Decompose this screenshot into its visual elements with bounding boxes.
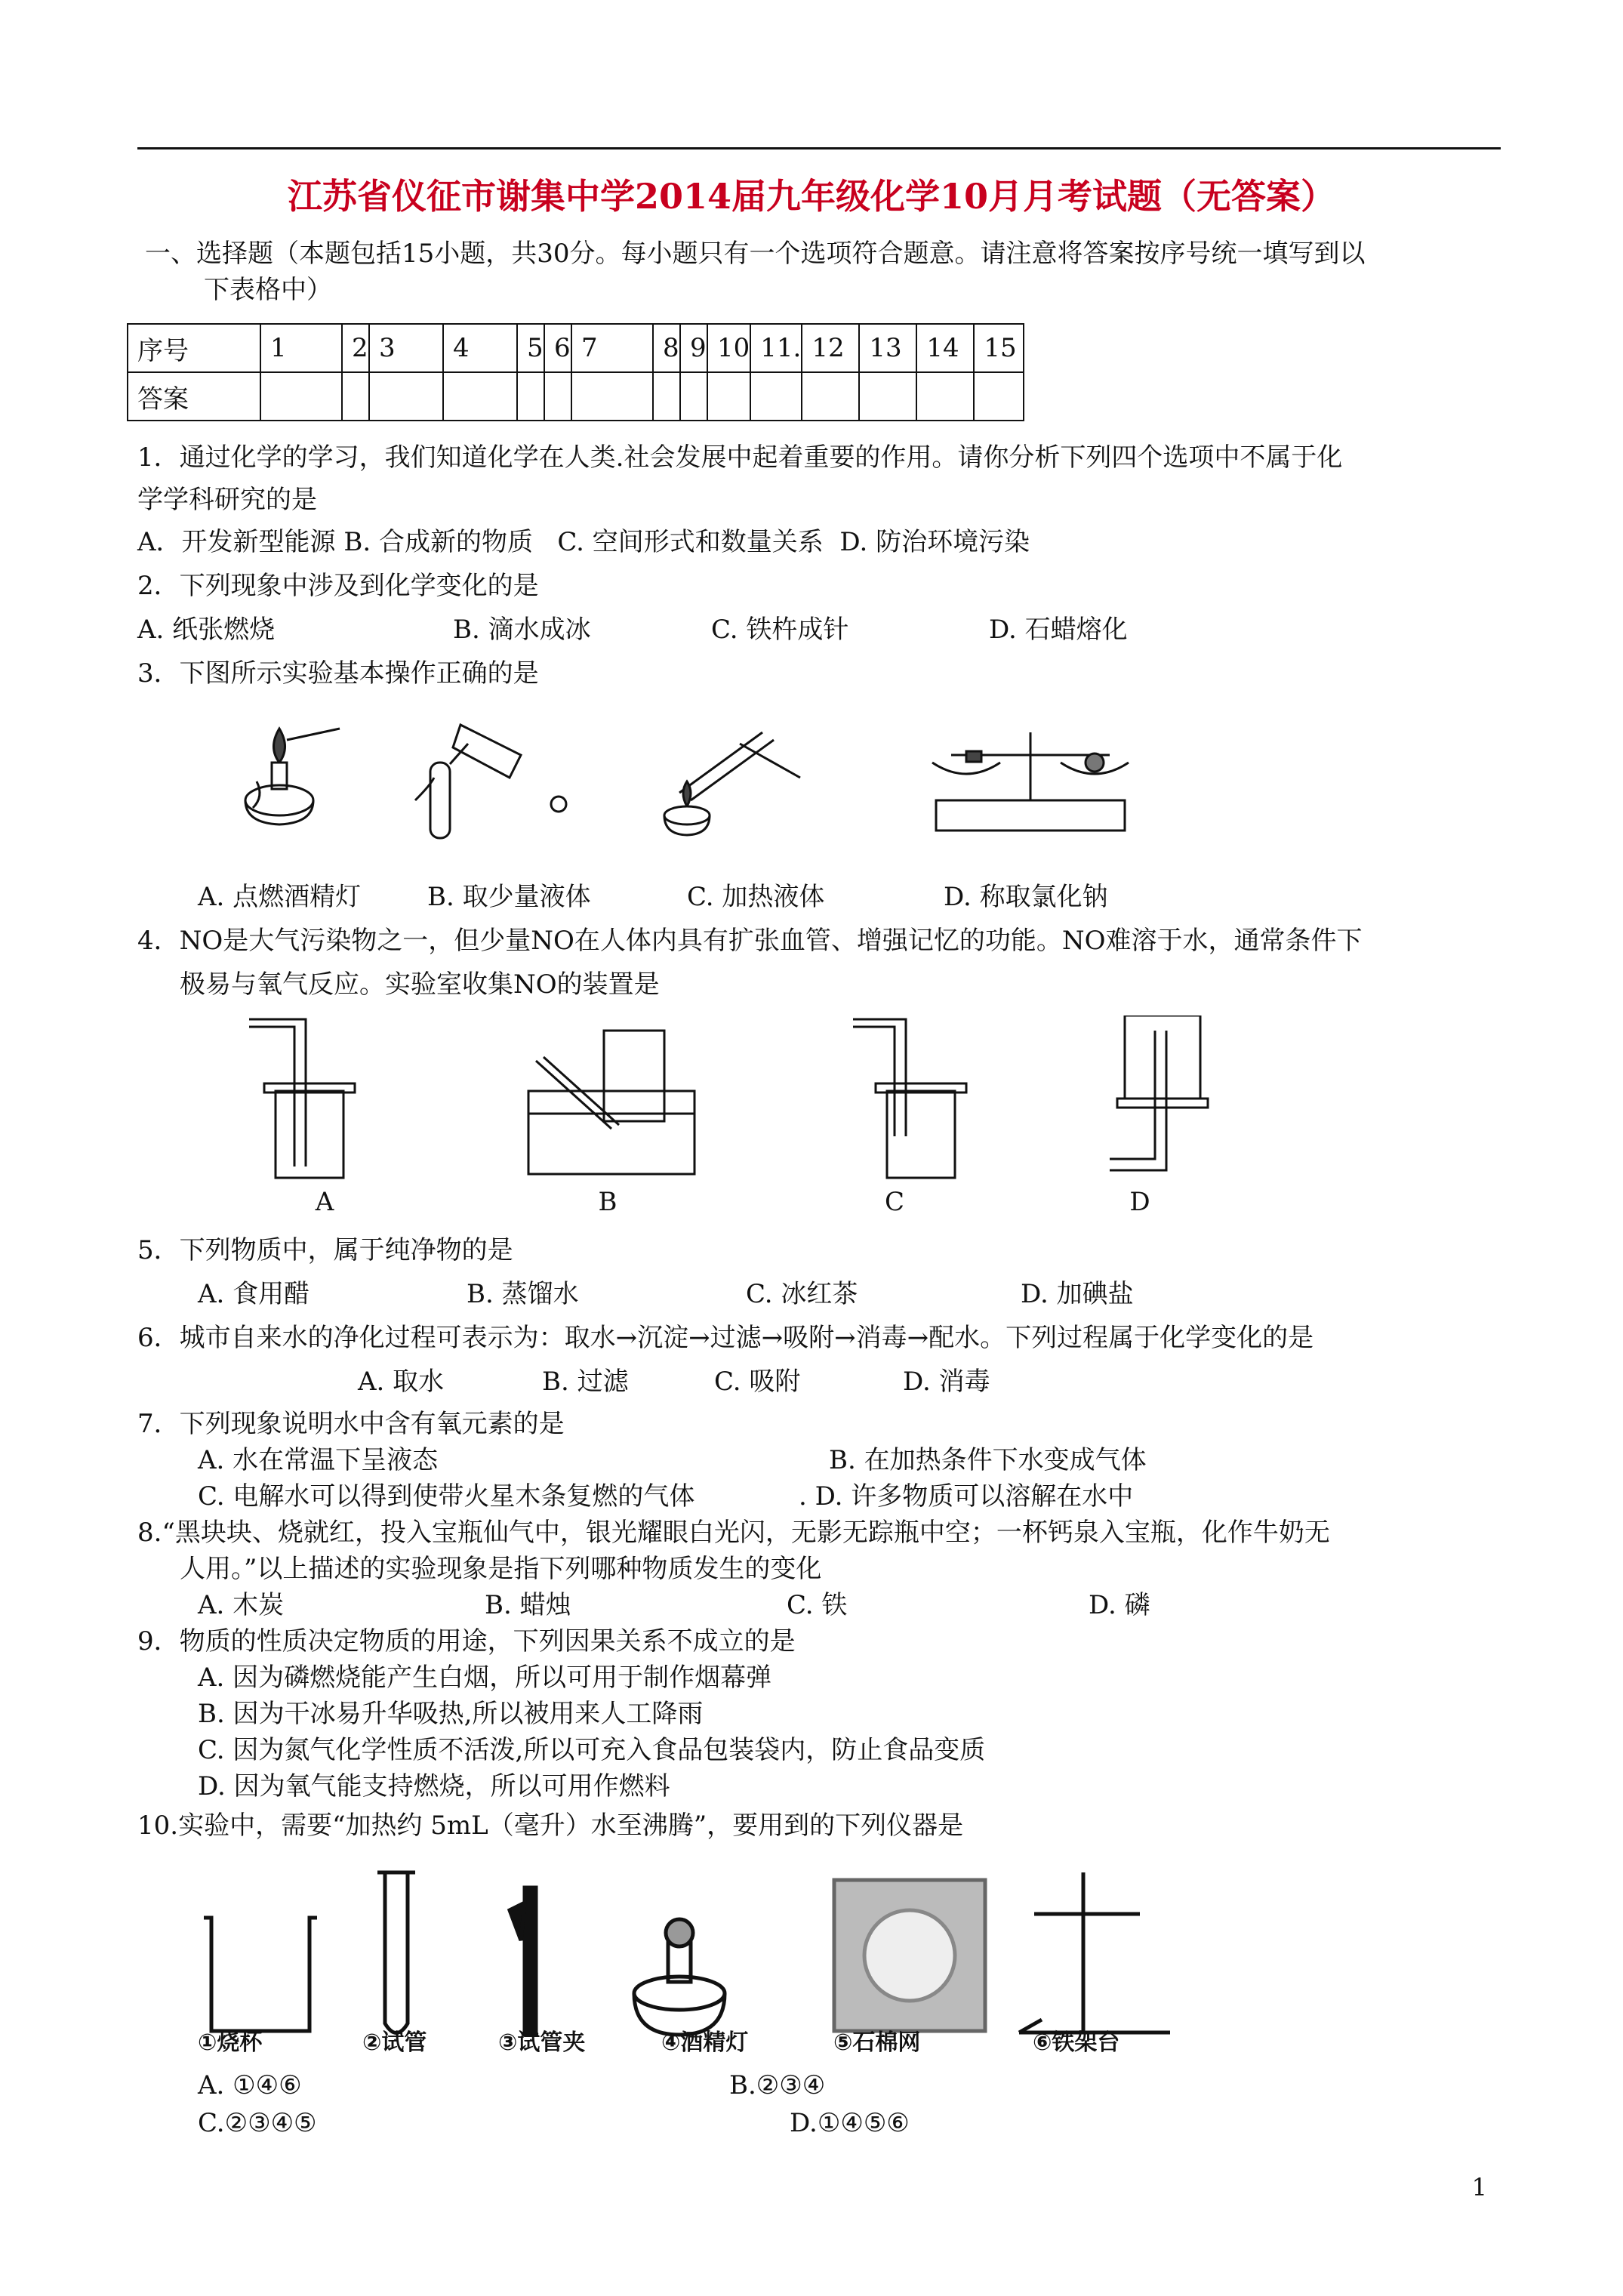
apparatus-c-icon	[853, 1019, 966, 1178]
heating-tube-icon	[664, 732, 800, 835]
q3-option-b: B. 取少量液体	[427, 882, 591, 912]
q1-stem-1: 1．通过化学的学习，我们知道化学在人类.社会发展中起着重要的作用。请你分析下列四个选项中不属于化	[137, 442, 1343, 473]
q2-option-a: A. 纸张燃烧	[137, 615, 276, 645]
test-tube-holder-icon	[510, 1888, 536, 2035]
asbestos-gauze-icon	[834, 1880, 985, 2031]
q4-label-b: B	[598, 1187, 617, 1217]
answer-cell[interactable]	[369, 372, 443, 421]
equipment-label-1: ①烧杯	[198, 2029, 263, 2056]
q7-option-d: . D. 许多物质可以溶解在水中	[799, 1481, 1134, 1512]
table-cell: 6	[544, 324, 571, 372]
apparatus-b-icon	[528, 1031, 694, 1174]
answer-cell[interactable]	[974, 372, 1024, 421]
q10-option-c: C.②③④⑤	[198, 2108, 317, 2138]
q3-option-a: A. 点燃酒精灯	[198, 882, 362, 912]
q9-option-c: C. 因为氮气化学性质不活泼,所以可充入食品包装袋内，防止食品变质	[198, 1735, 986, 1765]
q8-option-a: A. 木炭	[198, 1590, 285, 1620]
q6-option-b: B. 过滤	[542, 1367, 629, 1397]
q4-stem-1: 4．NO是大气污染物之一，但少量NO在人体内具有扩张血管、增强记忆的功能。NO难溶于水，通常条件下	[137, 926, 1363, 956]
q2-stem: 2．下列现象中涉及到化学变化的是	[137, 571, 539, 601]
answer-cell[interactable]	[571, 372, 653, 421]
answer-table	[127, 323, 1024, 421]
q9-option-a: A. 因为磷燃烧能产生白烟，所以可用于制作烟幕弹	[198, 1663, 772, 1693]
q10-option-a: A. ①④⑥	[198, 2070, 302, 2100]
row-label-number: 序号	[128, 324, 260, 372]
answer-cell[interactable]	[859, 372, 916, 421]
q2-option-d: D. 石蜡熔化	[989, 615, 1128, 645]
q5-option-d: D. 加碘盐	[1021, 1279, 1134, 1309]
answer-cell[interactable]	[653, 372, 680, 421]
answer-cell[interactable]	[750, 372, 802, 421]
q6-option-c: C. 吸附	[714, 1367, 801, 1397]
answer-cell[interactable]	[342, 372, 369, 421]
table-cell: 10	[707, 324, 750, 372]
q6-option-a: A. 取水	[358, 1367, 445, 1397]
beaker-icon	[204, 1918, 317, 2031]
table-row-answers	[128, 372, 1024, 421]
equipment-label-2: ②试管	[362, 2029, 427, 2056]
q7-option-c: C. 电解水可以得到使带火星木条复燃的气体	[198, 1481, 695, 1512]
answer-cell[interactable]	[544, 372, 571, 421]
lab-operations-figure	[226, 710, 1155, 846]
q8-option-b: B. 蜡烛	[485, 1590, 571, 1620]
table-cell: 2	[342, 324, 369, 372]
answer-cell[interactable]	[916, 372, 974, 421]
page-number: 1	[1471, 2173, 1487, 2202]
answer-cell[interactable]	[260, 372, 342, 421]
q10-option-d: D.①④⑤⑥	[790, 2108, 910, 2138]
answer-cell[interactable]	[802, 372, 859, 421]
table-cell: 9	[680, 324, 707, 372]
q5-option-c: C. 冰红茶	[746, 1279, 858, 1309]
answer-cell[interactable]	[517, 372, 544, 421]
q7-option-b: B. 在加热条件下水变成气体	[829, 1445, 1147, 1475]
table-cell: 12	[802, 324, 859, 372]
table-row-numbers	[128, 324, 1024, 372]
apparatus-d-icon	[1110, 1015, 1208, 1170]
q1-stem-2: 学学科研究的是	[137, 485, 317, 515]
q6-option-d: D. 消毒	[903, 1367, 990, 1397]
table-cell: 11.	[750, 324, 802, 372]
q7-stem: 7．下列现象说明水中含有氧元素的是	[137, 1409, 565, 1439]
q9-option-d: D. 因为氧气能支持燃烧，所以可用作燃料	[198, 1771, 670, 1801]
q8-option-c: C. 铁	[787, 1590, 848, 1620]
q3-stem: 3．下图所示实验基本操作正确的是	[137, 658, 539, 689]
table-cell: 7	[571, 324, 653, 372]
q2-option-b: B. 滴水成冰	[453, 615, 591, 645]
section-line-1: 一、选择题（本题包括15小题，共30分。每小题只有一个选项符合题意。请注意将答案按序号统一填写到以	[145, 239, 1366, 269]
table-cell: 1	[260, 324, 342, 372]
answer-cell[interactable]	[443, 372, 517, 421]
q6-stem: 6．城市自来水的净化过程可表示为：取水→沉淀→过滤→吸附→消毒→配水。下列过程属于化学变化的是	[137, 1323, 1314, 1353]
q7-option-a: A. 水在常温下呈液态	[198, 1445, 439, 1475]
page-title: 江苏省仪征市谢集中学2014届九年级化学10月月考试题（无答案）	[287, 176, 1336, 217]
test-tube-pour-icon	[415, 725, 566, 838]
table-cell: 3	[369, 324, 443, 372]
table-cell: 14	[916, 324, 974, 372]
q8-stem-2: 人用。”以上描述的实验现象是指下列哪种物质发生的变化	[180, 1554, 822, 1584]
q3-option-d: D. 称取氯化钠	[944, 882, 1108, 912]
q9-option-b: B. 因为干冰易升华吸热,所以被用来人工降雨	[198, 1699, 704, 1729]
table-cell: 4	[443, 324, 517, 372]
section-line-2: 下表格中）	[204, 275, 332, 305]
test-tube-icon	[377, 1872, 415, 2033]
q2-option-c: C. 铁杵成针	[711, 615, 849, 645]
top-rule	[137, 147, 1501, 149]
row-label-answer: 答案	[128, 372, 260, 421]
iron-stand-icon	[1019, 1872, 1170, 2032]
q10-option-b: B.②③④	[729, 2070, 826, 2100]
q5-option-a: A. 食用醋	[198, 1279, 310, 1309]
q5-stem: 5．下列物质中，属于纯净物的是	[137, 1235, 513, 1265]
balance-scale-icon	[932, 732, 1129, 831]
q3-option-c: C. 加热液体	[687, 882, 825, 912]
q5-option-b: B. 蒸馏水	[467, 1279, 579, 1309]
equipment-label-5: ⑤石棉网	[833, 2029, 921, 2056]
equipment-label-4: ④酒精灯	[661, 2029, 749, 2056]
gas-collection-figure	[242, 1015, 1223, 1197]
apparatus-a-icon	[249, 1019, 355, 1178]
table-cell: 8	[653, 324, 680, 372]
q4-label-a: A	[315, 1187, 334, 1217]
table-cell: 15	[974, 324, 1024, 372]
q1-options: A．开发新型能源 B. 合成新的物质 C. 空间形式和数量关系 D. 防治环境污染	[137, 527, 1030, 557]
answer-cell[interactable]	[680, 372, 707, 421]
table-cell: 13	[859, 324, 916, 372]
q10-stem: 10.实验中，需要“加热约 5mL（毫升）水至沸腾”，要用到的下列仪器是	[137, 1811, 964, 1841]
q4-label-c: C	[884, 1187, 904, 1217]
q8-option-d: D. 磷	[1089, 1590, 1150, 1620]
section-heading	[145, 236, 1504, 308]
q8-stem-1: 8.“黑块块、烧就红，投入宝瓶仙气中，银光耀眼白光闪，无影无踪瓶中空；一杯钙泉入宝瓶，化作牛奶无	[137, 1518, 1330, 1548]
table-cell: 5	[517, 324, 544, 372]
q4-label-d: D	[1129, 1187, 1150, 1217]
equipment-label-3: ③试管夹	[498, 2029, 586, 2056]
alcohol-lamp-icon	[245, 729, 340, 824]
alcohol-lamp-icon	[634, 1919, 725, 2035]
equipment-label-6: ⑥铁架台	[1033, 2029, 1120, 2056]
answer-cell[interactable]	[707, 372, 750, 421]
q4-stem-2: 极易与氧气反应。实验室收集NO的装置是	[180, 969, 660, 1000]
q9-stem: 9．物质的性质决定物质的用途，下列因果关系不成立的是	[137, 1626, 796, 1657]
